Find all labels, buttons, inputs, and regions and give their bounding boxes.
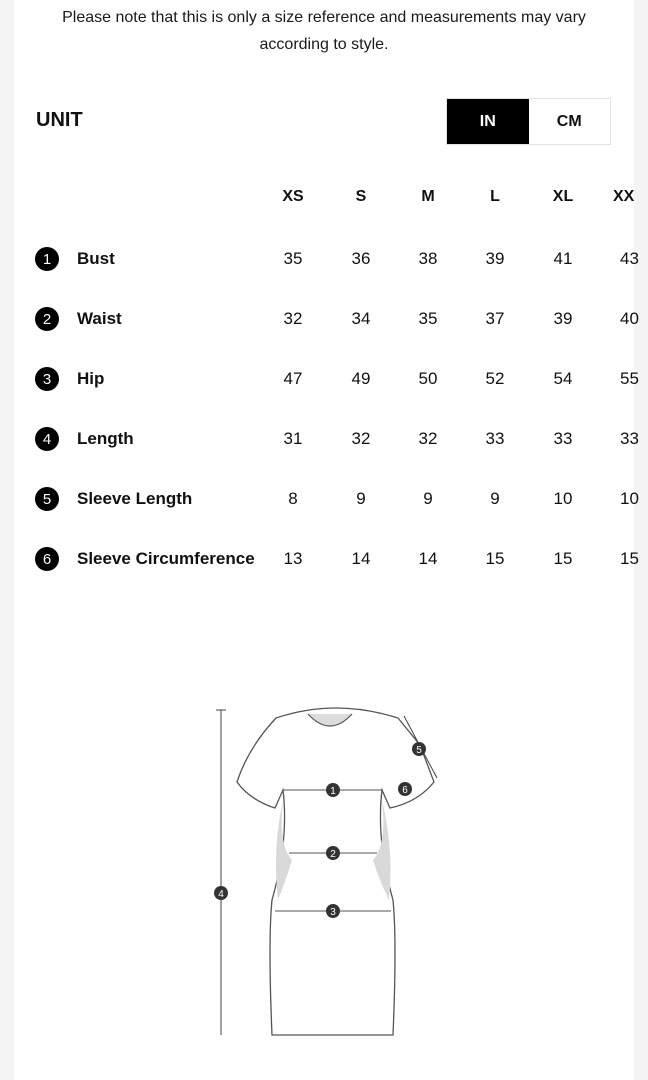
measurement-number-badge: 5 [35,487,59,511]
value-cell: 52 [485,369,505,388]
svg-text:5: 5 [416,745,422,756]
measurement-label: Length [77,429,134,448]
svg-text:2: 2 [330,849,336,860]
value-cell: 32 [283,309,303,328]
measurement-label: Waist [77,309,122,328]
unit-toggle [446,98,611,145]
value-cell: 41 [553,249,573,268]
note-line-1: Please note that this is only a size reference and measurements may vary [62,9,586,26]
measurement-row-length [0,424,648,454]
size-header-s: S [355,188,367,205]
value-cell: 54 [553,369,573,388]
value-cell: 8 [288,489,298,508]
marker-3-icon [326,904,340,918]
size-header-l: L [490,188,500,205]
value-cell: 35 [418,309,438,328]
value-cell: 31 [283,429,303,448]
measurement-row-hip [0,364,648,394]
value-cell: 13 [283,549,303,568]
marker-2-icon [326,846,340,860]
value-cell: 35 [283,249,303,268]
value-cell: 49 [351,369,371,388]
value-cell: 39 [553,309,573,328]
value-cell: 43 [620,249,639,268]
value-cell: 50 [418,369,438,388]
value-cell: 10 [553,489,573,508]
value-cell: 33 [485,429,505,448]
marker-1-icon [326,783,340,797]
measurement-label: Sleeve Circumference [77,549,255,568]
value-cell: 34 [351,309,371,328]
value-cell: 9 [490,489,500,508]
value-cell: 32 [351,429,371,448]
value-cell: 10 [620,489,639,508]
measurement-row-bust [0,244,648,274]
unit-option-cm[interactable]: CM [529,99,611,144]
value-cell: 39 [485,249,505,268]
value-cell: 37 [485,309,505,328]
svg-text:1: 1 [330,786,336,797]
measurement-number-badge: 1 [35,247,59,271]
value-cell: 14 [418,549,438,568]
value-cell: 9 [356,489,366,508]
size-header-xs: XS [282,188,304,205]
measurement-row-sleeve-circumference [0,544,648,574]
size-header-m: M [421,188,435,205]
measurement-label: Sleeve Length [77,489,193,508]
value-cell: 15 [620,549,639,568]
svg-text:6: 6 [402,785,408,796]
note-line-2: according to style. [259,36,389,53]
measurement-label: Bust [77,249,115,268]
unit-label: UNIT [36,109,83,131]
value-cell: 9 [423,489,433,508]
dress-outline [237,708,434,1035]
value-cell: 40 [620,309,639,328]
measurement-number-badge: 4 [35,427,59,451]
value-cell: 15 [553,549,573,568]
value-cell: 47 [283,369,303,388]
value-cell: 15 [485,549,505,568]
value-cell: 36 [351,249,371,268]
svg-text:4: 4 [218,889,224,900]
size-header-xl: XL [552,188,574,205]
dress-measurement-diagram [0,690,648,1050]
marker-6-icon [398,782,412,796]
measurement-label: Hip [77,369,105,388]
measurement-number-badge: 2 [35,307,59,331]
measurement-row-waist [0,304,648,334]
measurement-number-badge: 6 [35,547,59,571]
value-cell: 38 [418,249,438,268]
marker-4-icon [214,886,228,900]
marker-5-icon [412,742,426,756]
value-cell: 33 [620,429,639,448]
value-cell: 55 [620,369,639,388]
size-header-xxl: XX [613,188,635,205]
value-cell: 14 [351,549,371,568]
size-reference-note [0,4,648,58]
svg-text:3: 3 [330,907,336,918]
value-cell: 32 [418,429,438,448]
value-cell: 33 [553,429,573,448]
measurement-number-badge: 3 [35,367,59,391]
unit-option-in[interactable]: IN [447,99,529,144]
measurement-row-sleeve-length [0,484,648,514]
